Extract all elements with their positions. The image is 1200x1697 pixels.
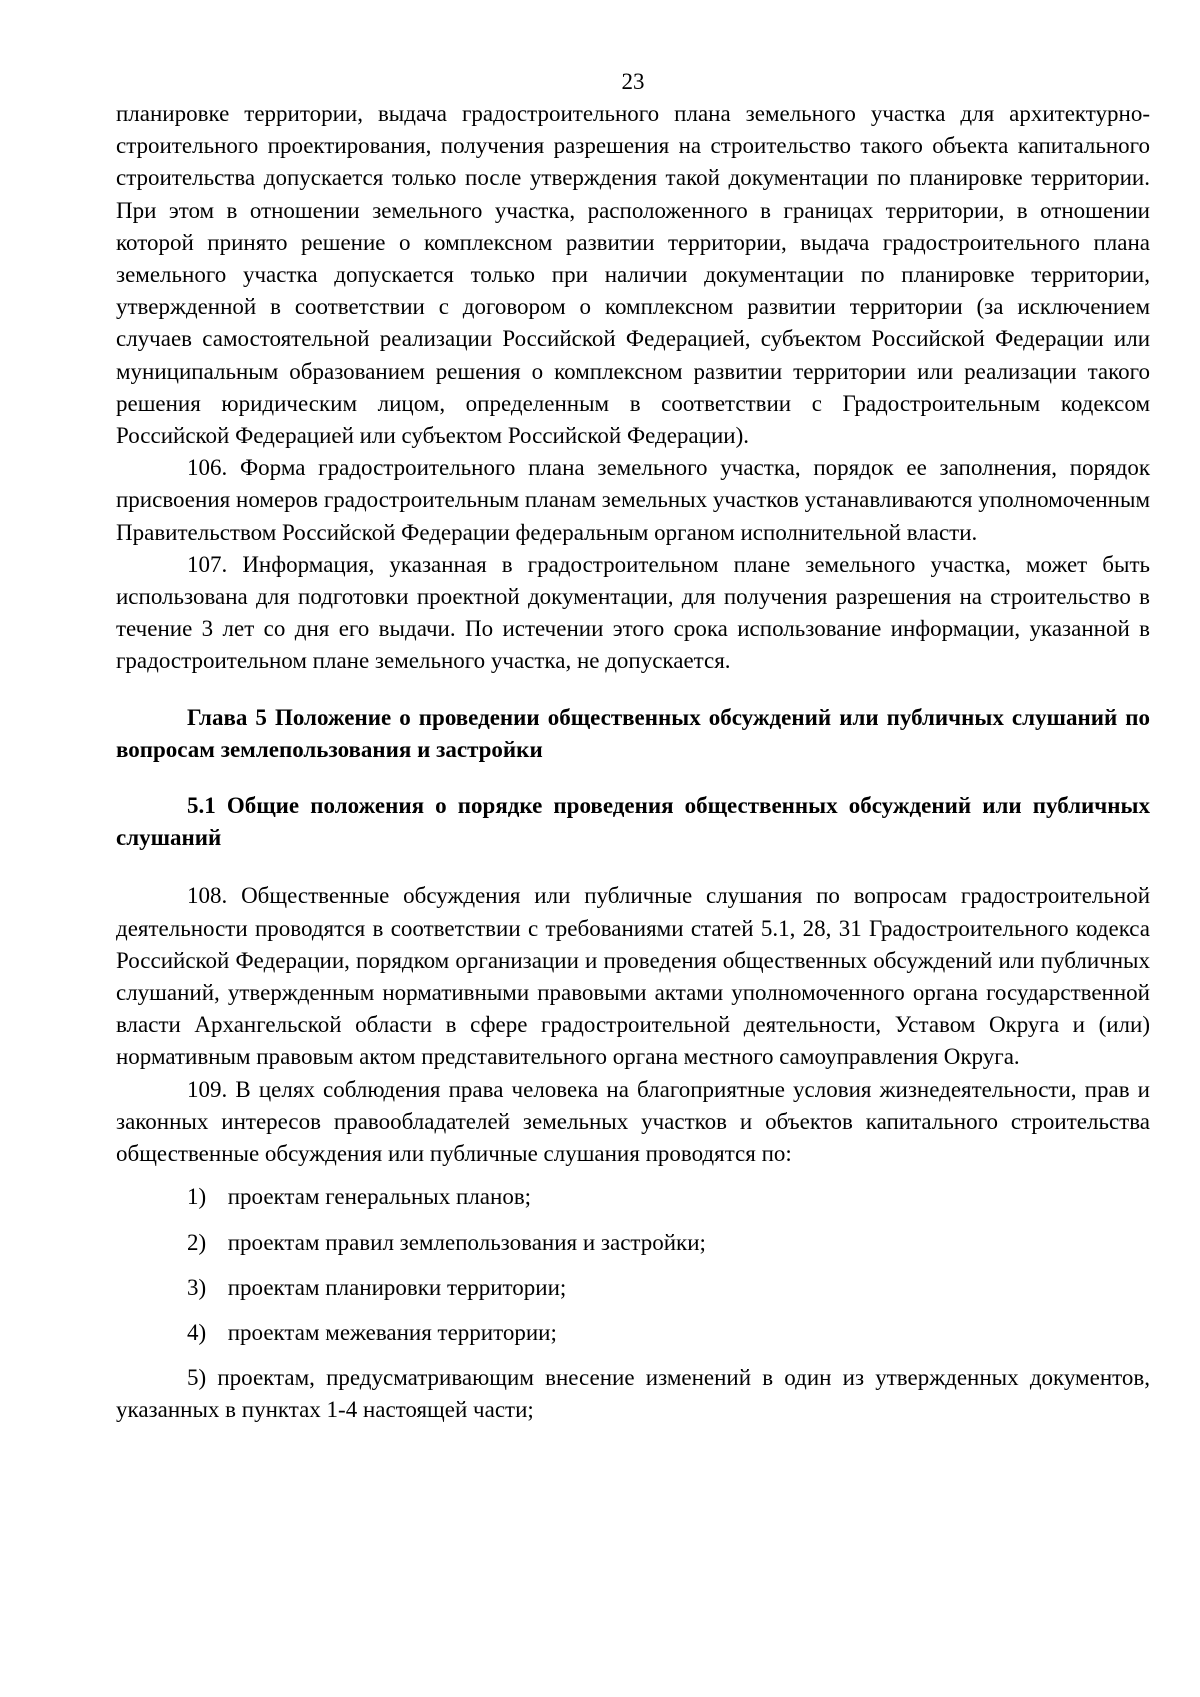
paragraph-109: 109. В целях соблюдения права человека на благоприятные условия жизнедеятельности, прав и законных интересов правообладателей земельных участков и объектов капитального строительства общественные обсуждения или публичные слушания проводятся по: (116, 1076, 1150, 1167)
list-item (116, 1181, 1150, 1213)
document-page (116, 66, 1150, 1427)
list-item (116, 1272, 1150, 1304)
chapter-heading: Глава 5 Положение о проведении общественных обсуждений или публичных слушаний по вопросам землепользования и застройки (116, 704, 1150, 762)
list-item (116, 1317, 1150, 1349)
list-item-5: 5) проектам, предусматривающим внесение изменений в один из утвержденных документов, указанных в пунктах 1-4 настоящей части; (116, 1365, 1150, 1423)
list-item-number: 1) (187, 1184, 207, 1210)
list-item-text: проектам правил землепользования и застройки; (227, 1229, 706, 1255)
paragraph-108: 108. Общественные обсуждения или публичные слушания по вопросам градостроительной деятельности проводятся в соответствии с требованиями статей 5.1, 28, 31 Градостроительного кодекса Российской Федерации, порядком организации и проведения общественных обсуждений или публичных слушаний, утвержденным нормативными правовыми актами уполномоченного органа государственной власти Архангельской области в сфере градостроительной деятельности, Уставом Округа и (или) нормативным правовым актом представительного органа местного самоуправления Округа. (116, 883, 1150, 1070)
list-item-number: 3) (187, 1274, 207, 1300)
list-item (116, 1227, 1150, 1259)
page-number: 23 (621, 69, 645, 94)
list-item-text: проектам генеральных планов; (227, 1184, 532, 1210)
list-item-number: 2) (187, 1229, 207, 1255)
paragraph-continuation: планировке территории, выдача градостроительного плана земельного участка для архитектурно-строительного проектирования, получения разрешения на строительство такого объекта капитального строительства допускается только после утверждения такой документации по планировке территории. При этом в отношении земельного участка, расположенного в границах территории, в отношении которой принято решение о комплексном развитии территории, выдача градостроительного плана земельного участка допускается только при наличии документации по планировке территории, утвержденной в соответствии с договором о комплексном развитии территории (за исключением случаев самостоятельной реализации Российской Федерацией, субъектом Российской Федерации или муниципальным образованием решения о комплексном развитии территории или реализации такого решения юридическим лицом, определенным в соответствии с Градостроительным кодексом Российской Федерацией или субъектом Российской Федерации). (116, 101, 1150, 449)
section-heading: 5.1 Общие положения о порядке проведения общественных обсуждений или публичных слушаний (116, 793, 1150, 851)
list-item-number: 4) (187, 1319, 207, 1345)
list-item-text: проектам межевания территории; (227, 1319, 557, 1345)
paragraph-106: 106. Форма градостроительного плана земельного участка, порядок ее заполнения, порядок присвоения номеров градостроительным планам земельных участков устанавливаются уполномоченным Правительством Российской Федерации федеральным органом исполнительной власти. (116, 455, 1150, 545)
paragraph-107: 107. Информация, указанная в градостроительном плане земельного участка, может быть использована для подготовки проектной документации, для получения разрешения на строительство в течение 3 лет со дня его выдачи. По истечении этого срока использование информации, указанной в градостроительном плане земельного участка, не допускается. (116, 551, 1150, 674)
list-item-text: проектам планировки территории; (227, 1274, 567, 1300)
